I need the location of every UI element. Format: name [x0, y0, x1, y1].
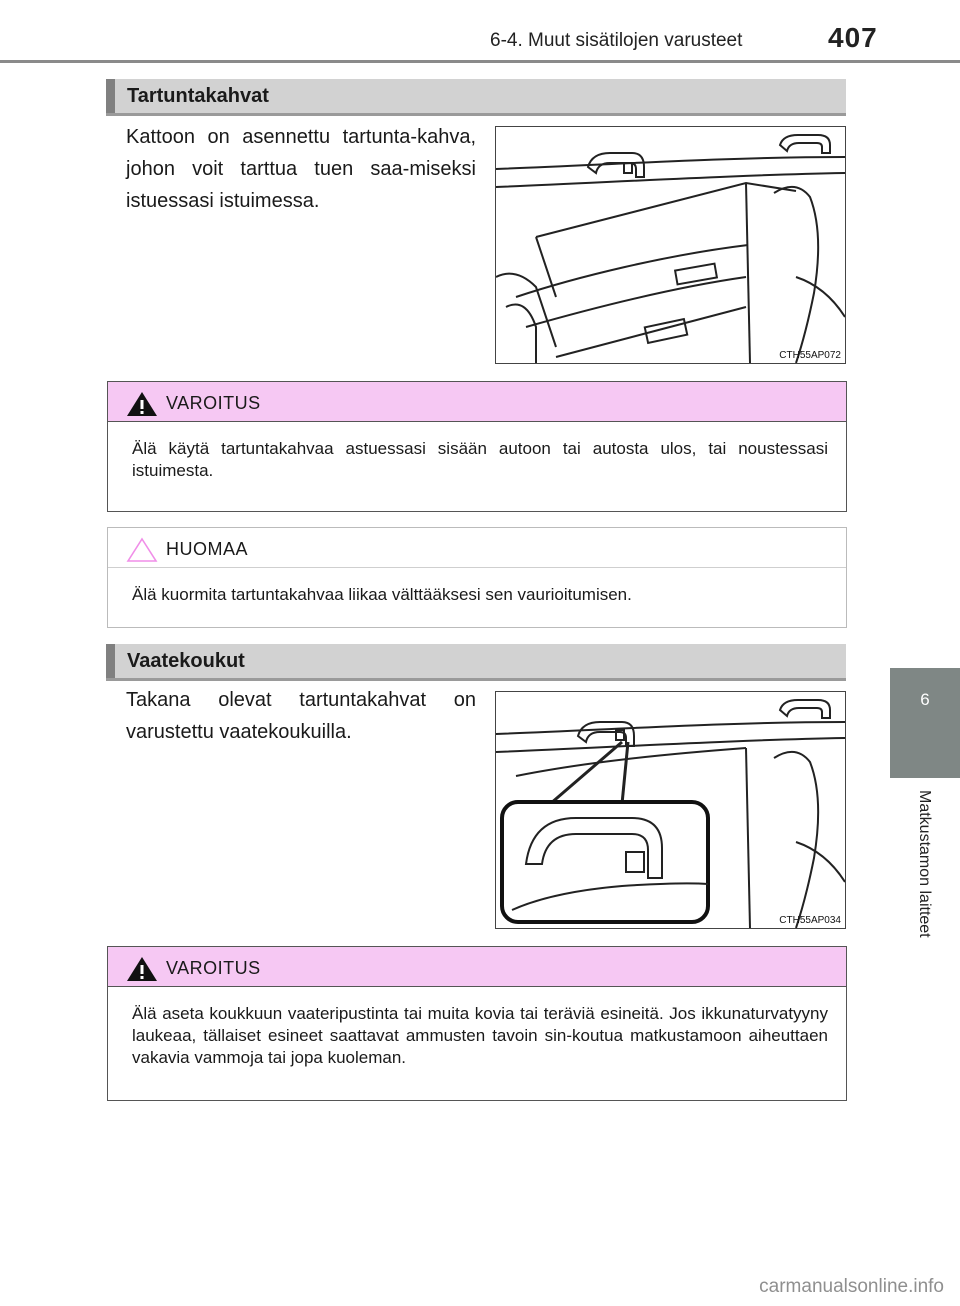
- warning-text: Älä aseta koukkuun vaateripustinta tai muita kovia tai teräviä esineitä. Jos ikkunaturvatyyny laukeaa, tällaiset esineet saattavat ammusten tavoin sin-koutua matkustamoon aiheuttaen vakavia vammoja tai jopa kuoleman.: [132, 1004, 828, 1067]
- notice-text: Älä kuormita tartuntakahvaa liikaa välttääksesi sen vaurioitumisen.: [132, 585, 632, 604]
- warning-title: VAROITUS: [166, 393, 261, 413]
- watermark: carmanualsonline.info: [759, 1276, 944, 1297]
- warning-box-2: [107, 946, 847, 1101]
- section-heading-tartuntakahvat: Tartuntakahvat: [106, 79, 846, 113]
- figure-grab-handle: [495, 126, 846, 364]
- header-rule: [0, 60, 960, 63]
- warning-box-1: [107, 381, 847, 512]
- warning-triangle-icon: [126, 956, 158, 982]
- chapter-tab: [890, 668, 960, 778]
- section-heading-vaatekoukut: Vaatekoukut: [106, 644, 846, 678]
- chapter-number: 6: [920, 690, 930, 709]
- grab-handle-illustration: [496, 127, 845, 363]
- figure-code: CTH55AP034: [779, 915, 841, 926]
- warning-title: VAROITUS: [166, 958, 261, 978]
- chapter-title: Matkustamon laitteet: [916, 790, 933, 938]
- warning-header: [108, 382, 846, 422]
- header-section-title: 6-4. Muut sisätilojen varusteet: [490, 30, 743, 51]
- body-text-vaatekoukut: Takana olevat tartuntakahvat on varustettu vaatekoukuilla.: [126, 689, 476, 743]
- figure-coat-hook: [495, 691, 846, 929]
- page-number: 407: [828, 22, 878, 53]
- notice-triangle-icon: [126, 537, 158, 563]
- body-text-tartuntakahvat: Kattoon on asennettu tartunta-kahva, johon voit tarttua tuen saa-miseksi istuessasi istuimessa.: [126, 126, 476, 212]
- warning-header: [108, 947, 846, 987]
- warning-triangle-icon: [126, 391, 158, 417]
- coat-hook-illustration: [496, 692, 845, 928]
- notice-box: [107, 527, 847, 628]
- warning-text: Älä käytä tartuntakahvaa astuessasi sisään autoon tai autosta ulos, tai noustessasi istuimesta.: [132, 439, 828, 480]
- notice-title: HUOMAA: [166, 539, 249, 559]
- figure-code: CTH55AP072: [779, 350, 841, 361]
- notice-header: [108, 528, 846, 568]
